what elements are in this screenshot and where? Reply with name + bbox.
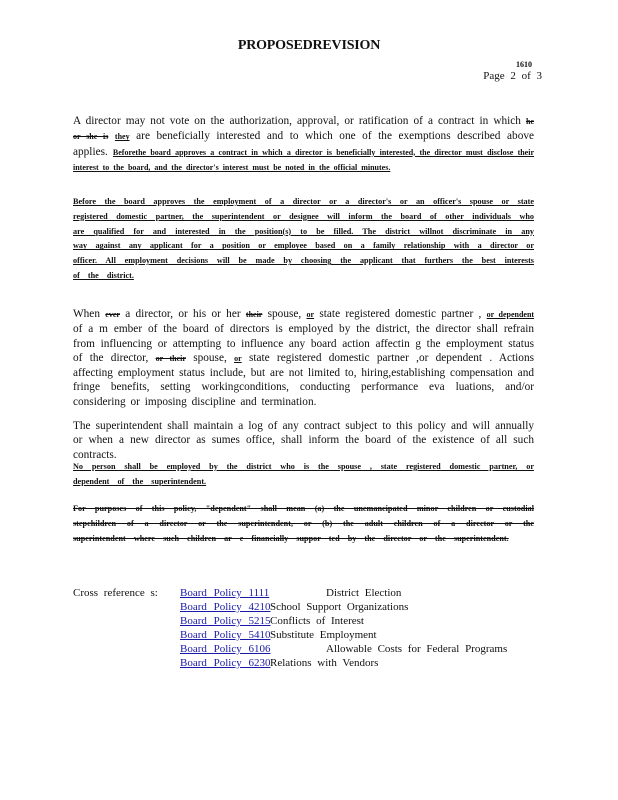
deleted-text: their (245, 310, 263, 319)
policy-number: 1610 (516, 60, 532, 69)
cross-reference-row: Board Policy 5410Substitute Employment (180, 629, 377, 641)
inserted-text: or dependent (486, 310, 535, 319)
paragraph-spouse-employment: When ever a director, or his or her their spouse, or state registered domestic partner , or dependent of a m ember of the board of directors is employed by the district, the director shall refrain from influencing or attempting to influence any board action affectin g the employment status of the director, or their spouse, or state registered domestic partner ,or dependent . Actions affecting employment status include, but are not limited to, hiring,establishing compensation and fringe benefits, setting workingconditions, conducting performance eva luations, and/or considering or imposing discipline and termination. (73, 308, 535, 408)
inserted-text: Beforethe board approves a contract in which a director is beneficially interested, the director must disclose their interest to the board, and the director's interest must be noted in the official minutes. (73, 147, 535, 172)
cross-reference-row: Board Policy 4210School Support Organizations (180, 601, 409, 613)
policy-link-1111[interactable]: Board Policy 1111 (180, 587, 270, 599)
cross-reference-label: Cross reference s: (73, 587, 158, 599)
inserted-text: they (114, 132, 130, 142)
inserted-text: or (234, 353, 242, 363)
paragraph-superintendent-log: The superintendent shall maintain a log of any contract subject to this policy and will annually or when a new director as sumes office, shall inform the board of the existence of all such contracts. (73, 420, 534, 461)
paragraph-vote: A director may not vote on the authorization, approval, or ratification of a contract in which he or she is they are beneficially interested and to which one of the exemptions described above applies. Beforethe board approves a contract in which a director is beneficially interested, the director must disclose their interest to the board, and the director's interest must be noted in the official minutes. (73, 115, 535, 172)
deleted-text: he or she is (73, 117, 534, 142)
inserted-text: or (306, 310, 315, 319)
cross-reference-row: Board Policy 6106 Allowable Costs for Federal Programs (180, 643, 508, 655)
policy-link-4210[interactable]: Board Policy 4210 (180, 601, 271, 613)
cross-reference-row: Board Policy 6230Relations with Vendors (180, 657, 379, 669)
deleted-text: or their (155, 353, 186, 363)
paragraph-dependent-deleted: For purposes of this policy, "dependent" shall mean (a) the unemancipated minor children or custodial stepchildren of a director or the superintendent, or (b) the adult children of a director or the superintendent where such children ar e financially suppor ted by the director or the superintendent. (73, 504, 534, 543)
policy-link-5215[interactable]: Board Policy 5215 (180, 615, 271, 627)
cross-reference-row: Board Policy 1111 District Election (180, 587, 402, 599)
policy-link-5410[interactable]: Board Policy 5410 (180, 629, 271, 641)
page-title: PROPOSEDREVISION (237, 38, 381, 53)
policy-link-6106[interactable]: Board Policy 6106 (180, 643, 271, 655)
paragraph-employment-inserted: Before the board approves the employment of a director or a director's or an officer's spouse or state registered domestic partner, the superintendent or designee will inform the board of other individuals who are qualified for and interested in the position(s) to be filled. The district willnot discriminate in any way against any applicant for a position or employee based on a family relationship with a director or officer. All employment decisions will be made by choosing the applicant that furthers the best interests of the district. (73, 197, 534, 280)
deleted-text: ever (105, 310, 120, 319)
paragraph-no-person-inserted: No person shall be employed by the district who is the spouse , state registered domestic partner, or dependent of the superintendent. (73, 462, 534, 486)
page-number: Page 2 of 3 (483, 70, 542, 82)
cross-reference-row: Board Policy 5215Conflicts of Interest (180, 615, 364, 627)
policy-link-6230[interactable]: Board Policy 6230 (180, 657, 271, 669)
